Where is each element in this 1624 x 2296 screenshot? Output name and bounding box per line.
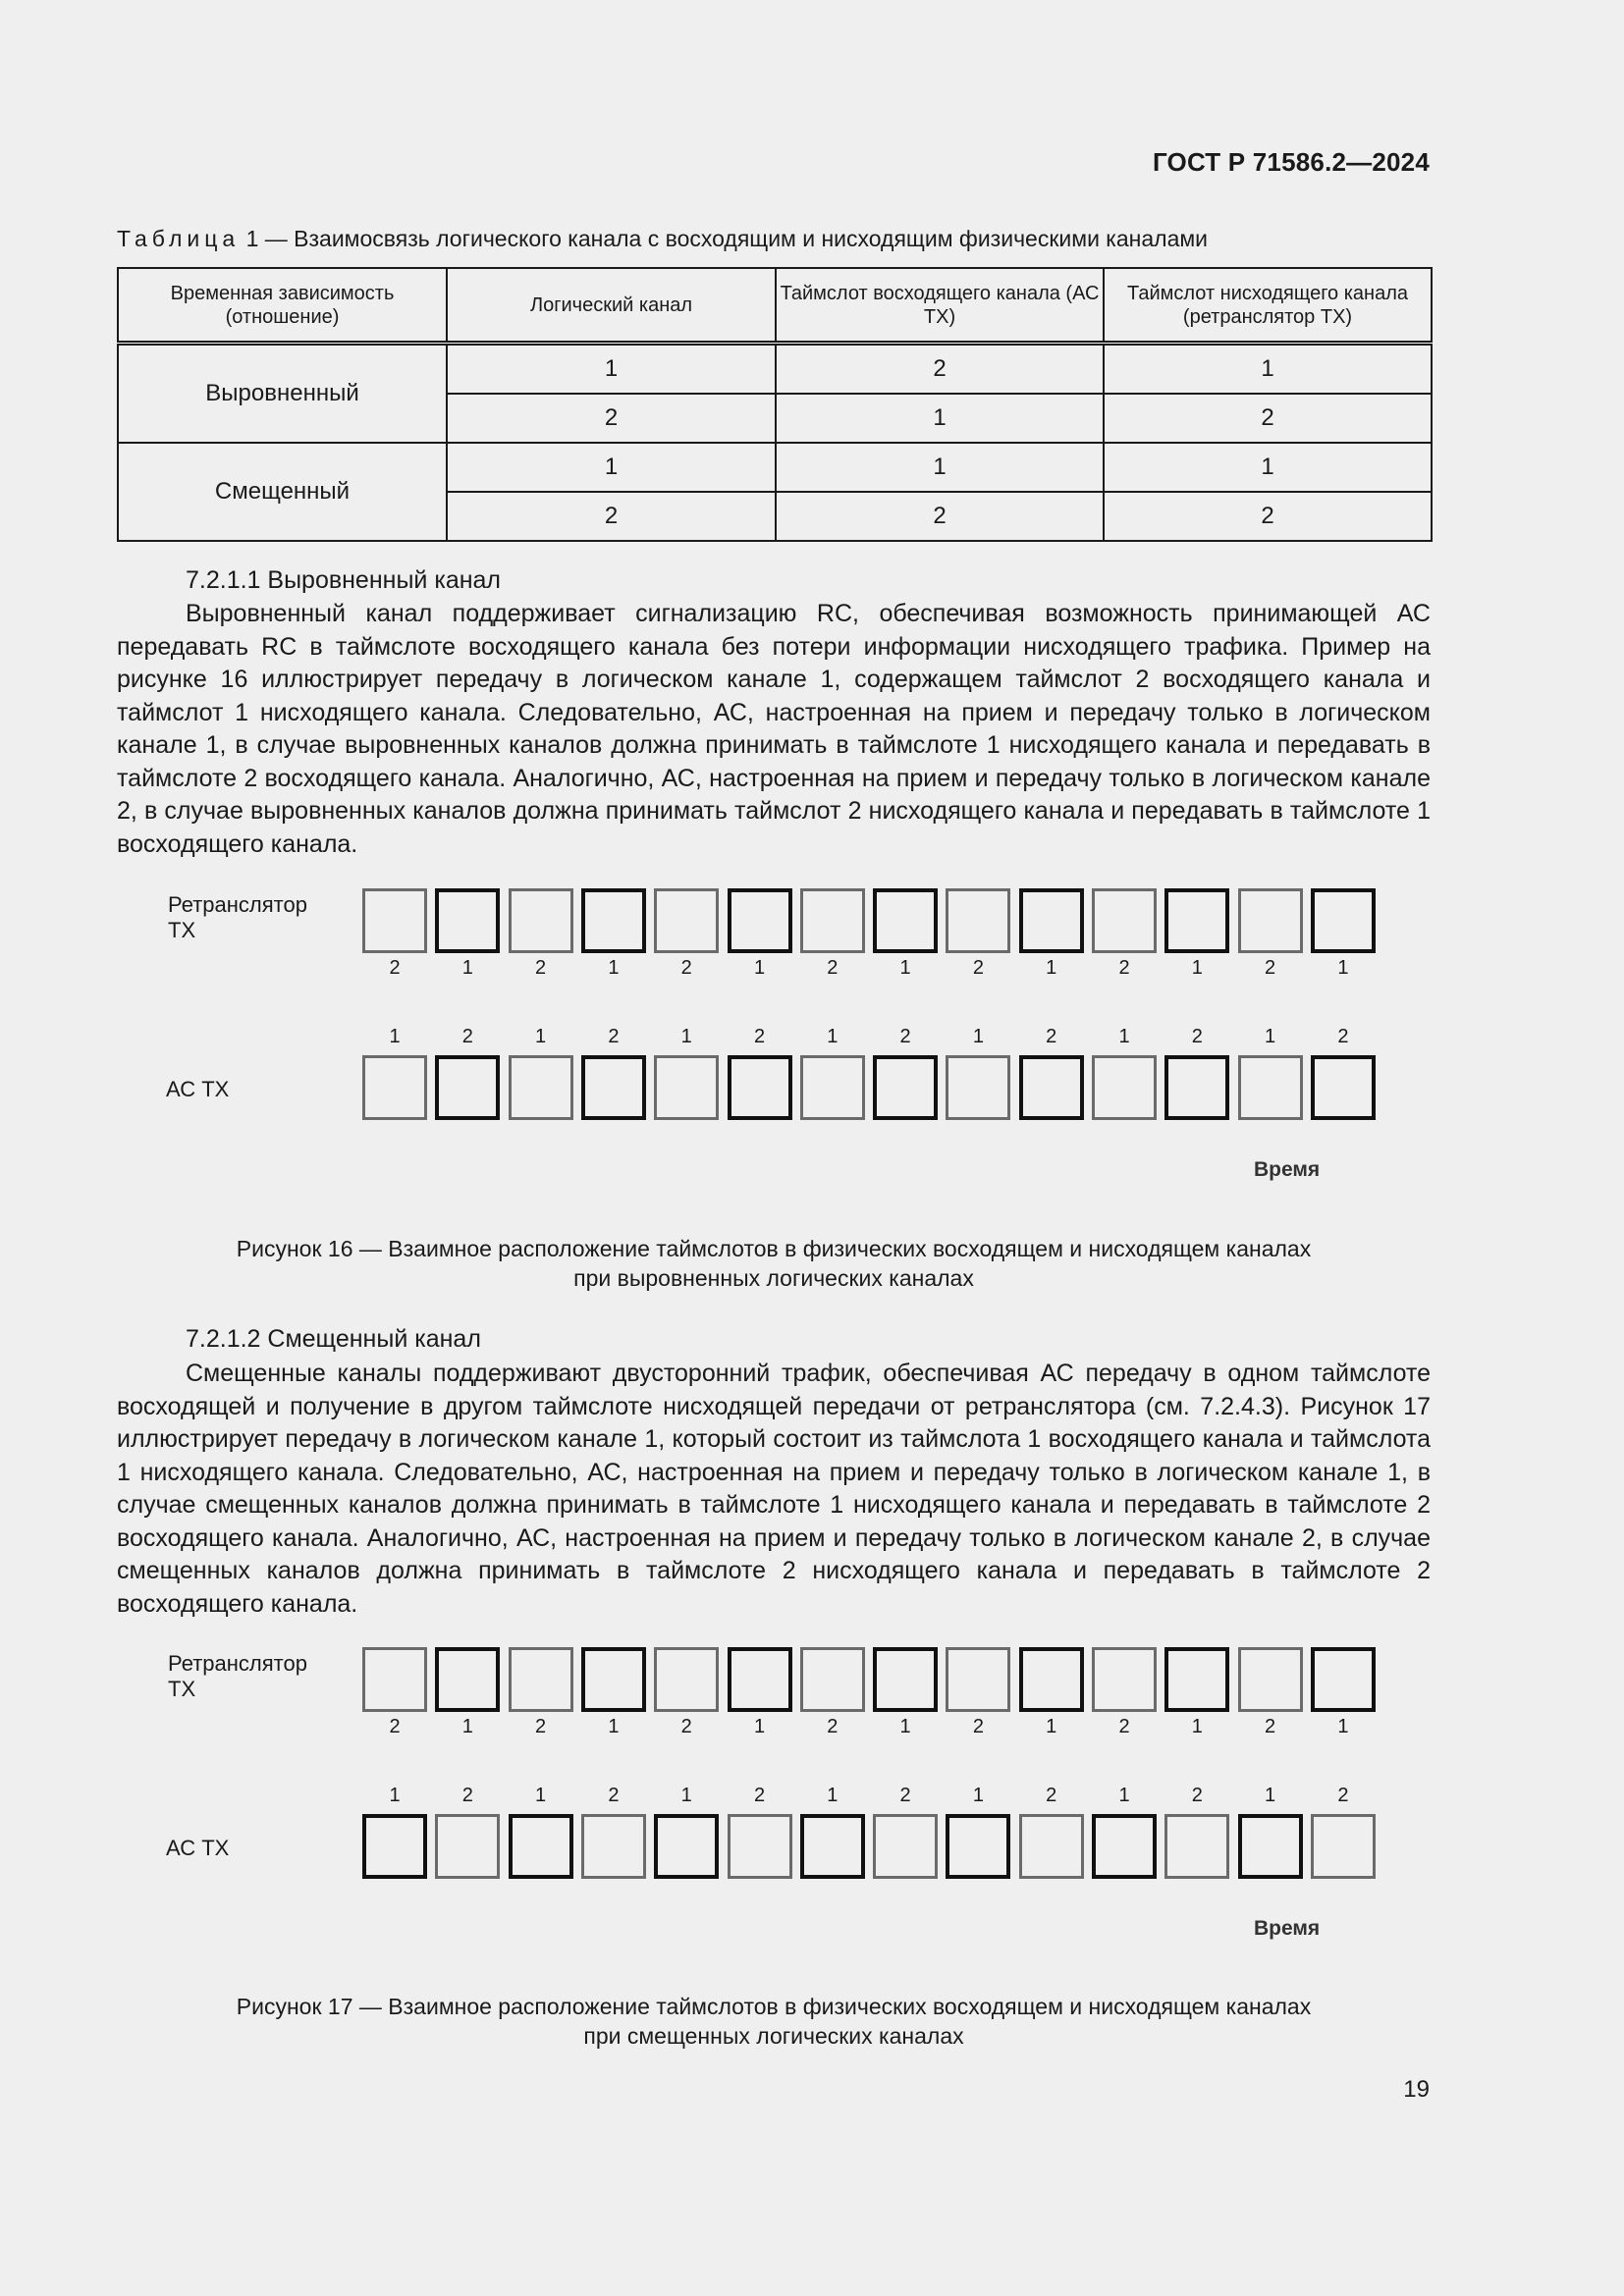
repeater-timeslot-number: 2 [389, 957, 401, 979]
repeater-timeslot-number: 1 [1191, 957, 1203, 979]
ac-timeslot-number: 2 [1046, 1026, 1057, 1047]
table-header-row [118, 268, 1432, 344]
ac-timeslot-number: 1 [389, 1026, 401, 1047]
ac-timeslot [1164, 1814, 1229, 1879]
ac-timeslot [946, 1814, 1010, 1879]
repeater-timeslot [435, 888, 500, 953]
repeater-timeslot [654, 1647, 719, 1712]
ac-timeslot-number: 1 [827, 1785, 839, 1806]
ac-timeslot [509, 1814, 573, 1879]
ac-timeslot [1019, 1814, 1084, 1879]
table-group-cell: Смещенный [118, 443, 447, 541]
table-cell: 1 [776, 443, 1104, 492]
repeater-timeslot-number: 1 [899, 957, 911, 979]
ac-timeslot-number: 2 [1337, 1785, 1349, 1806]
repeater-timeslot [435, 1647, 500, 1712]
table-cell: 1 [776, 394, 1104, 443]
table-cell: 1 [1104, 344, 1432, 395]
table-cell: 2 [776, 344, 1104, 395]
table-header-cell: Временная зависимость (отношение) [118, 268, 447, 344]
table-header-cell: Таймслот нисходящего канала (ретранслятор ТХ) [1104, 268, 1432, 344]
table-row [118, 344, 1432, 395]
ac-timeslot-number: 2 [608, 1026, 620, 1047]
ac-timeslot-number: 1 [680, 1026, 692, 1047]
repeater-timeslot-number: 1 [1046, 957, 1057, 979]
ac-timeslot-number: 2 [1337, 1026, 1349, 1047]
figure-caption-line: Рисунок 16 — Взаимное расположение таймслотов в физических восходящем и нисходящем каналах [236, 1236, 1312, 1261]
repeater-timeslot [800, 888, 865, 953]
repeater-timeslot-number: 2 [535, 1716, 547, 1737]
ac-timeslot [654, 1055, 719, 1120]
ac-timeslot-number: 2 [899, 1026, 911, 1047]
ac-timeslot-number: 1 [1265, 1785, 1276, 1806]
repeater-timeslot-number: 1 [608, 1716, 620, 1737]
section-heading-aligned: 7.2.1.1 Выровненный канал [186, 566, 502, 594]
table-caption [117, 226, 1208, 252]
table-cell: 2 [776, 492, 1104, 541]
table-cell: 1 [447, 443, 776, 492]
ac-timeslot [1311, 1055, 1376, 1120]
ac-timeslot [362, 1055, 427, 1120]
ac-timeslot [1092, 1055, 1157, 1120]
repeater-timeslot [362, 888, 427, 953]
figure-caption-line: при смещенных логических каналах [583, 2023, 964, 2049]
ac-timeslot [728, 1814, 792, 1879]
section-heading-offset: 7.2.1.2 Смещенный канал [186, 1325, 481, 1353]
ac-timeslot-number: 1 [535, 1026, 547, 1047]
ac-timeslot-number: 1 [972, 1026, 984, 1047]
figure-17-diagram [117, 1642, 1431, 1956]
repeater-timeslot-number: 1 [1191, 1716, 1203, 1737]
repeater-timeslot-number: 1 [1337, 1716, 1349, 1737]
table-cell: 1 [447, 344, 776, 395]
time-axis-label: Время [1254, 1158, 1321, 1181]
table-cell: 2 [1104, 492, 1432, 541]
repeater-timeslot [1238, 888, 1303, 953]
table-caption-prefix: Таблица [117, 226, 241, 251]
repeater-timeslot-number: 1 [608, 957, 620, 979]
ac-tx-label: АС ТХ [166, 1836, 230, 1860]
repeater-timeslot-number: 1 [899, 1716, 911, 1737]
ac-timeslot-number: 1 [535, 1785, 547, 1806]
table-group-cell: Выровненный [118, 344, 447, 444]
ac-timeslot [362, 1814, 427, 1879]
ac-timeslot-number: 1 [1118, 1785, 1130, 1806]
repeater-timeslot [509, 1647, 573, 1712]
ac-timeslot-number: 2 [1191, 1785, 1203, 1806]
repeater-timeslot-number: 1 [461, 1716, 473, 1737]
repeater-timeslot [1092, 888, 1157, 953]
ac-timeslot [509, 1055, 573, 1120]
ac-timeslot [581, 1055, 646, 1120]
ac-timeslot [581, 1814, 646, 1879]
repeater-timeslot-number: 1 [1337, 957, 1349, 979]
table-header-cell: Логический канал [447, 268, 776, 344]
ac-timeslot-number: 2 [608, 1785, 620, 1806]
repeater-timeslot-number: 1 [1046, 1716, 1057, 1737]
section-text-aligned [117, 598, 1431, 861]
repeater-timeslot [509, 888, 573, 953]
ac-timeslot-number: 2 [899, 1785, 911, 1806]
table-caption-text: 1 — Взаимосвязь логического канала с восходящим и нисходящим физическими каналами [245, 226, 1209, 251]
ac-timeslot-number: 1 [1118, 1026, 1130, 1047]
ac-timeslot [800, 1055, 865, 1120]
repeater-timeslot [873, 888, 938, 953]
repeater-timeslot [1019, 1647, 1084, 1712]
ac-timeslot [1092, 1814, 1157, 1879]
ac-timeslot [1238, 1814, 1303, 1879]
ac-timeslot-number: 1 [972, 1785, 984, 1806]
repeater-timeslot-number: 1 [753, 1716, 766, 1737]
repeater-timeslot [1164, 1647, 1229, 1712]
repeater-timeslot [1164, 888, 1229, 953]
ac-timeslot [435, 1814, 500, 1879]
ac-tx-label: АС ТХ [166, 1077, 230, 1101]
ac-timeslot [873, 1055, 938, 1120]
page-number: 19 [1403, 2076, 1430, 2103]
ac-timeslot-number: 2 [461, 1026, 473, 1047]
repeater-timeslot [728, 888, 792, 953]
figure-16-caption [117, 1234, 1431, 1293]
repeater-timeslot-number: 2 [680, 1716, 692, 1737]
repeater-timeslot [1311, 1647, 1376, 1712]
ac-timeslot [873, 1814, 938, 1879]
figure-caption-line: Рисунок 17 — Взаимное расположение таймслотов в физических восходящем и нисходящем каналах [236, 1994, 1312, 2019]
table-cell: 2 [447, 492, 776, 541]
repeater-timeslot [654, 888, 719, 953]
time-axis-label: Время [1254, 1917, 1321, 1940]
ac-timeslot [1164, 1055, 1229, 1120]
channel-relation-table [117, 267, 1433, 542]
document-id: ГОСТ Р 71586.2—2024 [1152, 147, 1430, 177]
repeater-tx-label: Ретранслятор ТХ [168, 892, 307, 942]
repeater-timeslot-number: 2 [972, 1716, 984, 1737]
repeater-timeslot-number: 2 [1118, 1716, 1130, 1737]
ac-timeslot [800, 1814, 865, 1879]
paragraph: Смещенные каналы поддерживают двусторонний трафик, обеспечивая АС передачу в одном таймслоте восходящей и получение в другом таймслоте нисходящей передачи от ретранслятора (см. 7.2.4.3). Рисунок 17 иллюстрирует передачу в логическом канале 1, который состоит из таймслота 1 восходящего канала и таймслота 1 нисходящего канала. Следовательно, АС, настроенная на прием и передачу только в логическом канале 1, в случае смещенных каналов должна принимать в таймслоте 1 нисходящего канала и передавать в таймслоте 2 восходящего канала. Аналогично, АС, настроенная на прием и передачу только в логическом канале 2, в случае смещенных каналов должна принимать в таймслоте 2 нисходящего канала и передавать в таймслоте 2 восходящего канала. [117, 1360, 1431, 1618]
ac-timeslot-number: 2 [753, 1785, 766, 1806]
repeater-timeslot-number: 2 [1265, 1716, 1276, 1737]
repeater-timeslot-number: 1 [461, 957, 473, 979]
ac-timeslot-number: 2 [1191, 1026, 1203, 1047]
ac-timeslot-number: 2 [753, 1026, 766, 1047]
repeater-timeslot-number: 2 [1265, 957, 1276, 979]
ac-timeslot [1311, 1814, 1376, 1879]
repeater-timeslot [1238, 1647, 1303, 1712]
repeater-timeslot [1311, 888, 1376, 953]
repeater-timeslot [1019, 888, 1084, 953]
repeater-timeslot [946, 888, 1010, 953]
section-text-offset [117, 1358, 1431, 1621]
ac-timeslot [946, 1055, 1010, 1120]
table-cell: 1 [1104, 443, 1432, 492]
repeater-timeslot-number: 2 [389, 1716, 401, 1737]
repeater-timeslot-number: 2 [827, 1716, 839, 1737]
repeater-timeslot [362, 1647, 427, 1712]
repeater-timeslot-number: 2 [972, 957, 984, 979]
ac-timeslot-number: 2 [461, 1785, 473, 1806]
ac-timeslot [654, 1814, 719, 1879]
repeater-timeslot-number: 2 [535, 957, 547, 979]
table-row [118, 443, 1432, 492]
ac-timeslot-number: 1 [680, 1785, 692, 1806]
repeater-timeslot [946, 1647, 1010, 1712]
ac-timeslot-number: 1 [1265, 1026, 1276, 1047]
figure-16-diagram [117, 883, 1431, 1198]
table-cell: 2 [1104, 394, 1432, 443]
repeater-timeslot [581, 1647, 646, 1712]
repeater-timeslot [873, 1647, 938, 1712]
ac-timeslot [435, 1055, 500, 1120]
ac-timeslot [1238, 1055, 1303, 1120]
repeater-timeslot [800, 1647, 865, 1712]
ac-timeslot-number: 1 [827, 1026, 839, 1047]
ac-timeslot [1019, 1055, 1084, 1120]
repeater-timeslot-number: 1 [753, 957, 766, 979]
paragraph: Выровненный канал поддерживает сигнализацию RC, обеспечивая возможность принимающей АС передавать RC в таймслоте восходящего канала без потери информации нисходящего трафика. Пример на рисунке 16 иллюстрирует передачу в логическом канале 1, содержащем таймслот 2 восходящего канала и таймслот 1 нисходящего канала. Следовательно, АС, настроенная на прием и передачу только в логическом канале 1, в случае выровненных каналов должна принимать в таймслоте 1 нисходящего канала и передавать в таймслоте 2 восходящего канала. Аналогично, АС, настроенная на прием и передачу только в логическом канале 2, в случае выровненных каналов должна принимать таймслот 2 нисходящего канала и передавать в таймслоте 1 восходящего канала. [117, 600, 1431, 858]
repeater-timeslot-number: 2 [827, 957, 839, 979]
table-cell: 2 [447, 394, 776, 443]
table-header-cell: Таймслот восходящего канала (АС ТХ) [776, 268, 1104, 344]
repeater-timeslot [581, 888, 646, 953]
figure-caption-line: при выровненных логических каналах [573, 1265, 974, 1291]
ac-timeslot [728, 1055, 792, 1120]
repeater-tx-label: Ретранслятор ТХ [168, 1651, 307, 1701]
repeater-timeslot-number: 2 [1118, 957, 1130, 979]
ac-timeslot-number: 1 [389, 1785, 401, 1806]
repeater-timeslot [728, 1647, 792, 1712]
repeater-timeslot [1092, 1647, 1157, 1712]
ac-timeslot-number: 2 [1046, 1785, 1057, 1806]
repeater-timeslot-number: 2 [680, 957, 692, 979]
figure-17-caption [117, 1992, 1431, 2051]
